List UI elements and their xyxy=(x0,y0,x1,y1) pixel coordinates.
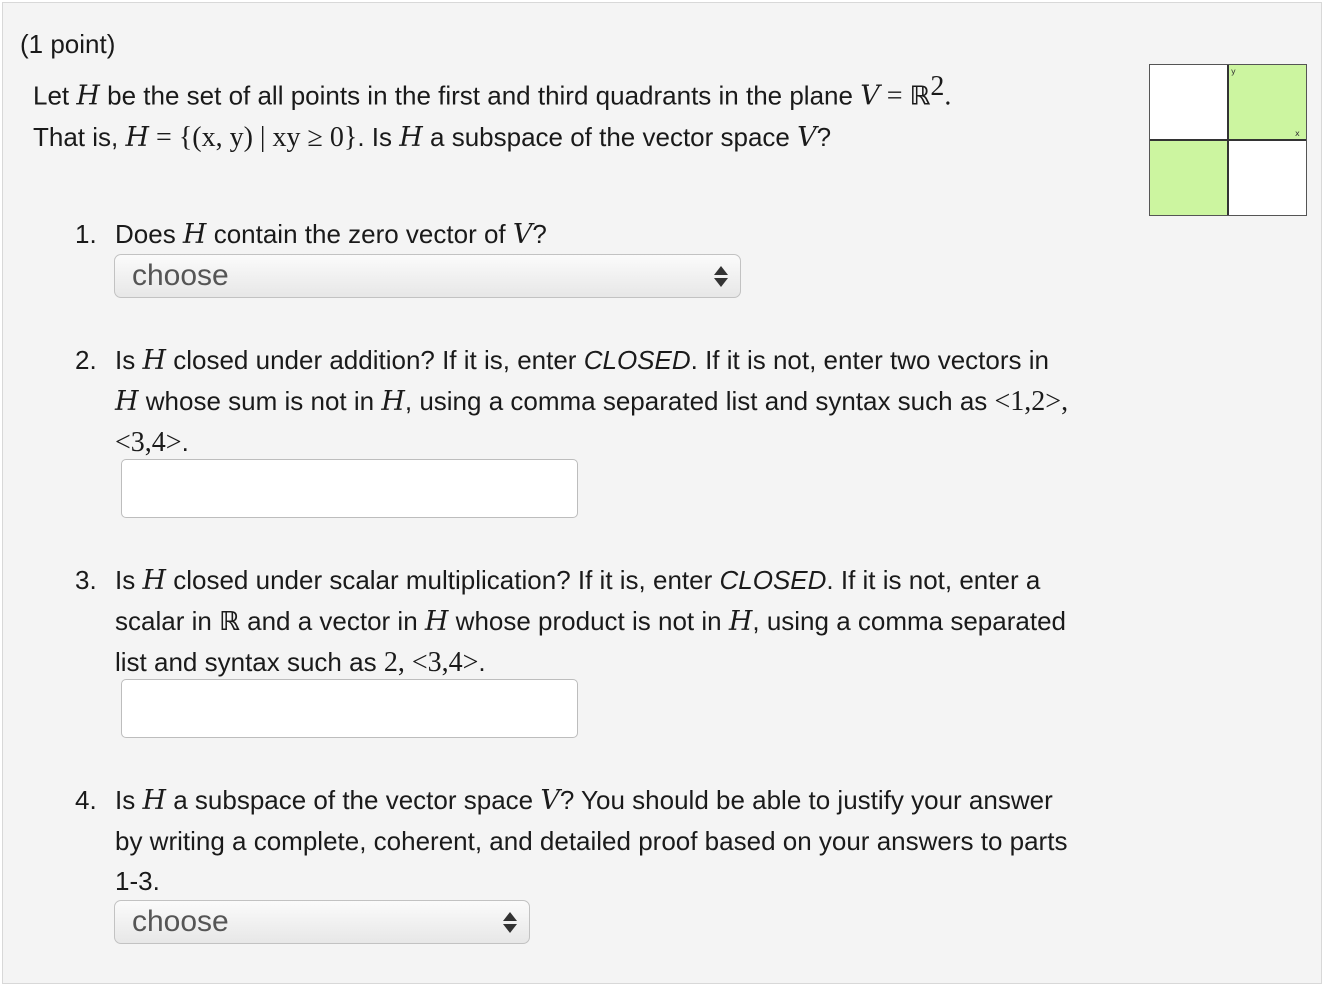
q2-text: . xyxy=(181,427,189,457)
question-number: 4. xyxy=(75,785,97,815)
question-text xyxy=(115,560,1075,683)
q3-text: . xyxy=(478,647,486,677)
q2-text: whose sum is not in xyxy=(138,386,382,416)
intro-text: Let xyxy=(33,80,77,111)
intro-text: . Is xyxy=(357,121,400,152)
quadrant-second xyxy=(1150,65,1228,140)
question-text xyxy=(115,340,1075,463)
q3-text: closed under scalar multiplication? If it is, enter xyxy=(166,565,720,595)
q2-answer-input[interactable] xyxy=(121,459,578,518)
select-arrows-icon xyxy=(714,263,728,291)
math-H: H xyxy=(125,121,150,153)
q1-text: contain the zero vector of xyxy=(206,219,513,249)
question-4 xyxy=(75,780,1075,901)
q3-text: , using a comma separated list and syntax such as xyxy=(115,606,1066,677)
q2-text: , using a comma separated list and syntax such as xyxy=(404,386,995,416)
select-value: choose xyxy=(132,905,229,938)
question-1 xyxy=(75,214,1075,255)
syntax-example: 2, <3,4> xyxy=(383,647,479,678)
quadrant-graph xyxy=(1149,64,1307,216)
math-H: H xyxy=(381,386,405,417)
math-V: V xyxy=(512,219,533,250)
math-H: H xyxy=(115,386,139,417)
math-equals: = xyxy=(879,80,910,112)
q2-text: . If it is not, enter two vectors in xyxy=(690,345,1049,375)
intro-text: be the set of all points in the first and third quadrants in the plane xyxy=(99,80,861,111)
q4-text: a subspace of the vector space xyxy=(166,785,541,815)
q4-text: ? You should be able to justify your answer by writing a complete, coherent, and detailed proof based on your answers to parts 1-3. xyxy=(115,785,1068,896)
quadrant-fourth xyxy=(1228,140,1306,215)
math-V: V xyxy=(860,80,880,112)
closed-keyword: CLOSED xyxy=(583,345,691,375)
question-text xyxy=(115,780,1075,901)
question-text xyxy=(115,214,1075,255)
q3-text: whose product is not in xyxy=(448,606,729,636)
question-number: 1. xyxy=(75,219,97,249)
syntax-example: <1,2>, <3,4> xyxy=(115,386,1069,458)
select-arrows-icon xyxy=(503,909,517,937)
intro-text: ? xyxy=(816,121,832,152)
math-H: H xyxy=(142,785,166,816)
math-H: H xyxy=(728,606,753,637)
quadrant-third-shaded xyxy=(1150,140,1228,215)
math-set-definition: = {(x, y) | xy ≥ 0} xyxy=(149,121,358,153)
q3-text: . If it is not, enter a scalar in xyxy=(115,565,1041,636)
question-number: 2. xyxy=(75,345,97,375)
question-2 xyxy=(75,340,1075,463)
q4-answer-select[interactable] xyxy=(114,900,530,944)
math-H: H xyxy=(142,565,166,596)
q3-answer-input[interactable] xyxy=(121,679,578,738)
intro-text: That is, xyxy=(33,121,126,152)
q3-text: and a vector in xyxy=(239,606,425,636)
q3-text: Is xyxy=(115,565,143,595)
math-V: V xyxy=(540,785,560,816)
math-reals: ℝ xyxy=(219,607,240,637)
problem-statement xyxy=(33,67,1113,158)
math-exponent: 2 xyxy=(930,71,945,102)
q4-text: Is xyxy=(115,785,143,815)
point-value: (1 point) xyxy=(20,29,116,59)
q1-text: ? xyxy=(532,219,547,249)
math-H: H xyxy=(399,121,423,153)
x-axis-label: x xyxy=(1295,129,1300,138)
question-number: 3. xyxy=(75,565,97,595)
closed-keyword: CLOSED xyxy=(719,565,827,595)
q1-answer-select[interactable] xyxy=(114,254,741,298)
question-3 xyxy=(75,560,1075,683)
math-V: V xyxy=(797,121,817,153)
q1-text: Does xyxy=(115,219,183,249)
math-H: H xyxy=(142,345,166,376)
intro-text: a subspace of the vector space xyxy=(422,121,798,152)
math-H: H xyxy=(424,606,449,637)
problem-panel xyxy=(2,2,1322,984)
math-H: H xyxy=(182,219,207,250)
select-value: choose xyxy=(132,259,229,292)
q2-text: closed under addition? If it is, enter xyxy=(166,345,584,375)
q2-text: Is xyxy=(115,345,143,375)
x-axis xyxy=(1150,139,1306,141)
y-axis-label: y xyxy=(1231,67,1236,76)
intro-period: . xyxy=(944,80,952,112)
math-H: H xyxy=(76,80,100,112)
math-reals: ℝ xyxy=(909,81,931,112)
